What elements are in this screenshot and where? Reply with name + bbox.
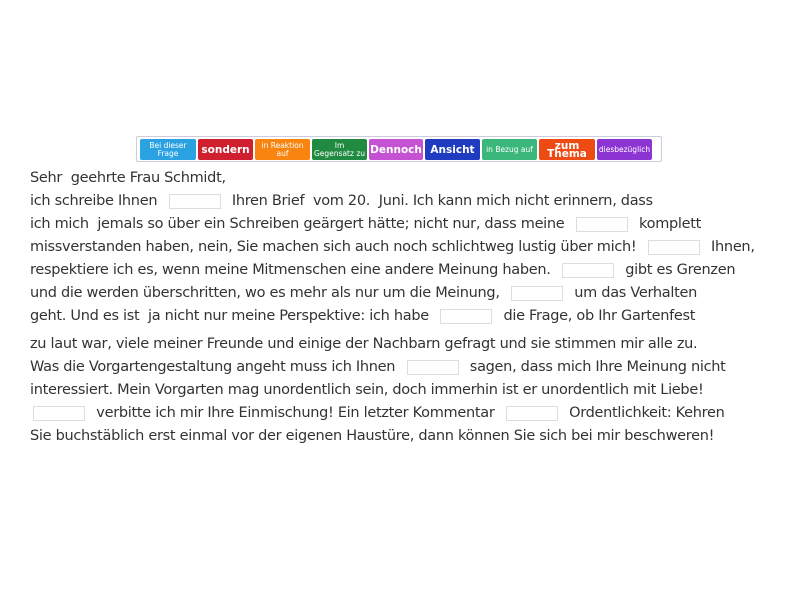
answer-blank-3[interactable] (648, 240, 700, 255)
text-segment: Ihren Brief vom 20. Juni. Ich kann mich nicht erinnern, dass (227, 193, 653, 209)
text-segment: Ordentlichkeit: Kehren (564, 405, 725, 421)
text-segment: ich mich jemals so über ein Schreiben geärgert hätte; nicht nur, dass meine (30, 216, 569, 232)
word-tile[interactable]: Bei dieser Frage (140, 139, 196, 160)
text-segment: und die werden überschritten, wo es mehr als nur um die Meinung, (30, 285, 504, 301)
word-tile[interactable]: in Reaktion auf (255, 139, 310, 160)
text-line (30, 191, 653, 211)
text-segment: missverstanden haben, nein, Sie machen sich auch noch schlichtweg lustig über mich! (30, 239, 641, 255)
text-segment: ich schreibe Ihnen (30, 193, 162, 209)
word-tile[interactable]: Im Gegensatz zu (312, 139, 367, 160)
answer-blank-5[interactable] (511, 286, 563, 301)
text-segment: komplett (634, 216, 702, 232)
text-segment: geht. Und es ist ja nicht nur meine Perspektive: ich habe (30, 308, 434, 324)
text-segment: interessiert. Mein Vorgarten mag unordentlich sein, doch immerhin ist er unordentlich mit Liebe! (30, 382, 704, 398)
answer-blank-2[interactable] (576, 217, 628, 232)
text-line (30, 306, 695, 326)
answer-blank-7[interactable] (407, 360, 459, 375)
text-line (30, 237, 755, 257)
answer-blank-8[interactable] (33, 406, 85, 421)
answer-blank-1[interactable] (169, 194, 221, 209)
word-tile[interactable]: zum Thema (539, 139, 595, 160)
text-segment: Sie buchstäblich erst einmal vor der eigenen Haustüre, dann können Sie sich bei mir beschweren! (30, 428, 715, 444)
text-segment: um das Verhalten (569, 285, 697, 301)
word-tile[interactable]: diesbezüglich (597, 139, 652, 160)
text-line (30, 214, 701, 234)
word-tile[interactable]: in Bezug auf (482, 139, 537, 160)
answer-blank-9[interactable] (506, 406, 558, 421)
text-segment: Ihnen, (706, 239, 755, 255)
text-line (30, 168, 226, 188)
answer-blank-4[interactable] (562, 263, 614, 278)
text-segment: Sehr geehrte Frau Schmidt, (30, 170, 226, 186)
text-line (30, 260, 735, 280)
text-segment: Was die Vorgartengestaltung angeht muss ich Ihnen (30, 359, 400, 375)
word-tile[interactable]: Ansicht (425, 139, 480, 160)
text-segment: die Frage, ob Ihr Gartenfest (499, 308, 696, 324)
text-segment: sagen, dass mich Ihre Meinung nicht (465, 359, 726, 375)
word-tile[interactable]: Dennoch (369, 139, 423, 160)
text-segment: gibt es Grenzen (620, 262, 736, 278)
text-line (26, 403, 725, 423)
text-line (30, 426, 714, 446)
text-segment: zu laut war, viele meiner Freunde und einige der Nachbarn gefragt und sie stimmen mir alle zu. (30, 336, 698, 352)
text-segment: verbitte ich mir Ihre Einmischung! Ein letzter Kommentar (92, 405, 499, 421)
text-line (30, 380, 703, 400)
answer-blank-6[interactable] (440, 309, 492, 324)
text-line (30, 357, 726, 377)
text-segment: respektiere ich es, wenn meine Mitmenschen eine andere Meinung haben. (30, 262, 555, 278)
word-tile[interactable]: sondern (198, 139, 253, 160)
text-line (30, 283, 697, 303)
word-bank (136, 136, 662, 162)
text-line (30, 334, 697, 354)
